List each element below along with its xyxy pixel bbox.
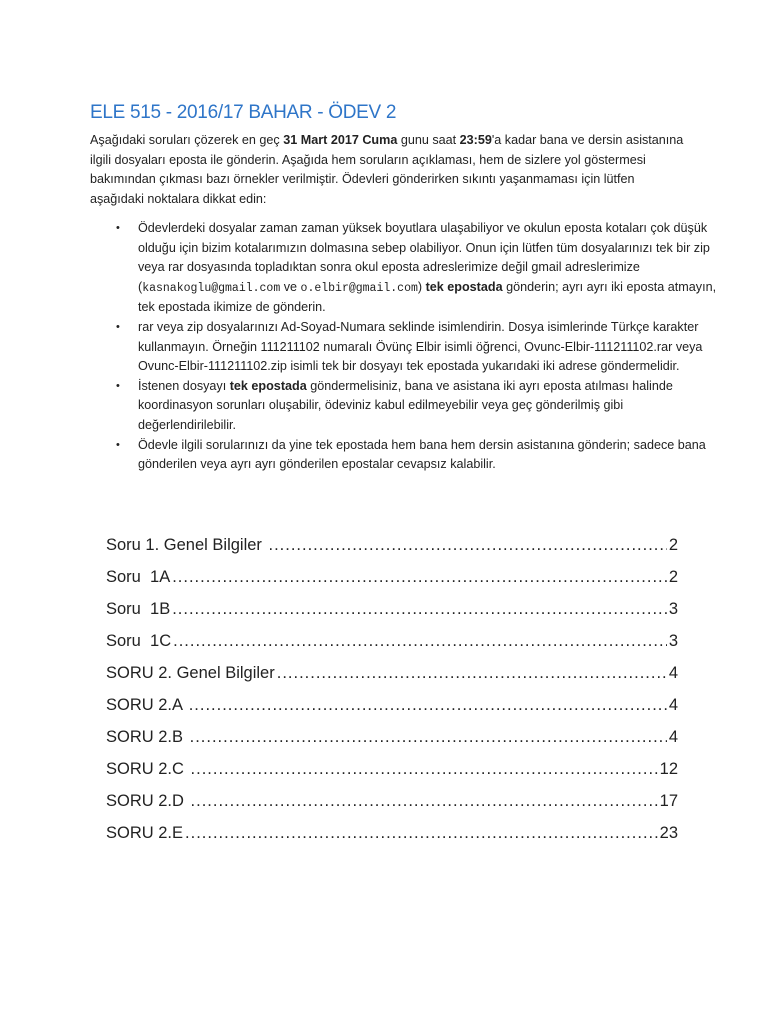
bullet-icon: • — [116, 222, 120, 234]
rule-1-text-4: gönderin; ayrı ayrı iki eposta atmayın, tek epostada ikimize de gönderin. — [138, 279, 717, 315]
toc-label: Soru 1A — [106, 568, 171, 586]
intro-text-1: Aşağıdaki soruları çözerek en geç — [90, 133, 284, 147]
toc-entry-soru-1a[interactable] — [106, 568, 678, 600]
list-item — [116, 436, 718, 475]
toc-leader-dots — [277, 664, 667, 683]
rule-4-text: Ödevle ilgili sorularınızı da yine tek epostada hem bana hem dersin asistanına gönderin; sadece bana gönderilen veya ayrı ayrı gönderilen epostalar cevapsız kalabilir. — [138, 437, 706, 472]
toc-leader-dots — [185, 824, 658, 843]
toc-page-number: 4 — [668, 728, 678, 746]
toc-leader-dots — [190, 728, 667, 747]
intro-text-3: 'a kadar bana ve dersin asistanına ilgili dosyaları eposta ile gönderin. Aşağıda hem soruların açıklaması, hem de sizlere yol göstermesi bakımından çıkması bazı örnekler verilmiştir. Ödevleri gönderirken sıkıntı yaşanmaması için lütfen aşağıdaki noktalara dikkat edin: — [90, 133, 684, 206]
toc-page-number: 3 — [668, 632, 678, 650]
toc-label: SORU 2. Genel Bilgiler — [106, 664, 275, 682]
submission-rules-list — [102, 219, 718, 475]
bullet-icon: • — [116, 320, 120, 333]
toc-entry-soru-2a[interactable] — [106, 696, 678, 728]
toc-leader-dots — [173, 632, 667, 651]
intro-paragraph — [90, 131, 690, 209]
toc-label: Soru 1C — [106, 632, 172, 650]
intro-deadline-time: 23:59 — [459, 133, 492, 147]
toc-leader-dots — [172, 600, 667, 619]
toc-entry-soru-1[interactable] — [106, 536, 678, 568]
rule-3-text-1: İstenen dosyayı — [138, 378, 230, 393]
toc-leader-dots — [172, 568, 667, 587]
toc-label: SORU 2.C — [106, 760, 189, 778]
bullet-icon: • — [116, 438, 120, 451]
rule-1-text-3: ) — [417, 279, 426, 294]
toc-page-number: 23 — [659, 824, 678, 842]
toc-label: SORU 2.A — [106, 696, 187, 714]
toc-entry-soru-2b[interactable] — [106, 728, 678, 760]
email-link-kasnakoglu[interactable]: kasnakoglu@gmail.com — [142, 281, 281, 295]
toc-page-number: 3 — [668, 600, 678, 618]
toc-page-number: 4 — [668, 696, 678, 714]
rule-1-text-2: ve — [280, 279, 301, 294]
toc-label: SORU 2.B — [106, 728, 188, 746]
list-item — [116, 219, 718, 318]
toc-page-number: 12 — [659, 760, 678, 778]
email-link-elbir[interactable]: o.elbir@gmail.com — [300, 281, 418, 295]
rule-1-text-1: Ödevlerdeki dosyalar zaman zaman yüksek boyutlara ulaşabiliyor ve okulun eposta kotaları çok düşük olduğu için bizim kotalarımızın dolmasına sebep olabiliyor. Onun için lütfen tüm dosyalarınızı tek bir zip veya rar dosyasında topladıktan sonra okul eposta adreslerimize değil gmail adreslerimize ( — [138, 221, 710, 294]
toc-entry-soru-2[interactable] — [106, 664, 678, 696]
bullet-icon: • — [116, 379, 120, 392]
toc-leader-dots — [191, 792, 658, 811]
document-title: ELE 515 - 2016/17 BAHAR - ÖDEV 2 — [90, 102, 397, 123]
toc-entry-soru-2e[interactable] — [106, 824, 678, 856]
toc-page-number: 2 — [668, 536, 678, 554]
rule-3-bold: tek epostada — [229, 378, 307, 393]
toc-page-number: 17 — [659, 792, 678, 810]
toc-leader-dots — [189, 696, 667, 715]
toc-entry-soru-1b[interactable] — [106, 600, 678, 632]
toc-label: SORU 2.E — [106, 824, 184, 842]
intro-deadline-date: 31 Mart 2017 Cuma — [283, 133, 398, 147]
toc-label: Soru 1B — [106, 600, 171, 618]
list-item — [116, 377, 718, 436]
toc-entry-soru-2d[interactable] — [106, 792, 678, 824]
intro-text-2: gunu saat — [397, 133, 460, 147]
rule-3-text-2: göndermelisiniz, bana ve asistana iki ayrı eposta atılması halinde koordinasyon sorunları oluşabilir, ödeviniz kabul edilmeyebilir veya geç gönderilmiş gibi değerlendirilebilir. — [138, 378, 673, 432]
rule-1-bold: tek epostada — [425, 279, 503, 294]
toc-leader-dots — [191, 760, 658, 779]
toc-entry-soru-2c[interactable] — [106, 760, 678, 792]
toc-page-number: 4 — [668, 664, 678, 682]
toc-page-number: 2 — [668, 568, 678, 586]
table-of-contents — [106, 536, 678, 856]
toc-label: Soru 1. Genel Bilgiler — [106, 536, 267, 554]
toc-entry-soru-1c[interactable] — [106, 632, 678, 664]
toc-leader-dots — [269, 536, 667, 555]
toc-label: SORU 2.D — [106, 792, 189, 810]
list-item — [116, 318, 718, 377]
rule-2-text: rar veya zip dosyalarınızı Ad-Soyad-Numara seklinde isimlendirin. Dosya isimlerinde Türkçe karakter kullanmayın. Örneğin 111211102 numaralı Övünç Elbir isimli öğrenci, Ovunc-Elbir-111211102.rar veya Ovunc-Elbir-111211102.zip isimli tek bir dosyayı tek epostada yukarıdaki iki adrese göndermelidir. — [138, 319, 703, 374]
